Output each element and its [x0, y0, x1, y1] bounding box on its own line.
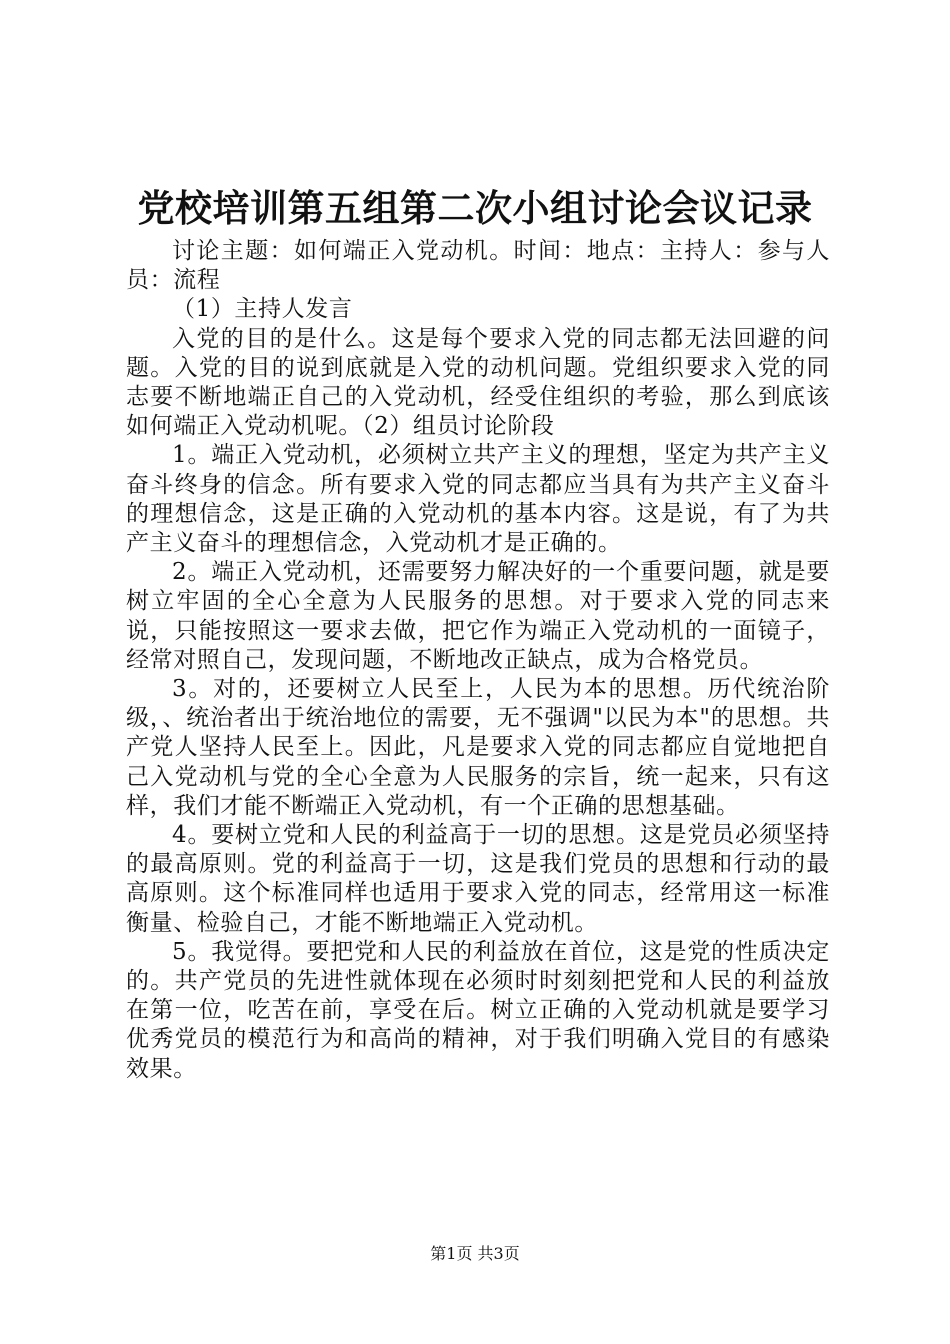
- paragraph-point-2: 2。端正入党动机，还需要努力解决好的一个重要问题，就是要树立牢固的全心全意为人民服务的思想。对于要求入党的同志来说，只能按照这一要求去做，把它作为端正入党动机的一面镜子，经常对照自己，发现问题，不断地改正缺点，成为合格党员。: [126, 559, 830, 673]
- paragraph-topic: 讨论主题：如何端正入党动机。时间：地点：主持人：参与人员：流程: [126, 238, 830, 294]
- paragraph-host-speech: 入党的目的是什么。这是每个要求入党的同志都无法回避的问题。入党的目的说到底就是入党的动机问题。党组织要求入党的同志要不断地端正自己的入党动机，经受住组织的考验，那么到底该如何端正入党动机呢。（2）组员讨论阶段: [126, 325, 830, 440]
- paragraph-host-heading: （1）主持人发言: [172, 296, 353, 323]
- paragraph-point-3: 3。对的，还要树立人民至上，人民为本的思想。历代统治阶级，、统治者出于统治地位的需要，无不强调"以民为本"的思想。共产党人坚持人民至上。因此，凡是要求入党的同志都应自觉地把自己入党动机与党的全心全意为人民服务的宗旨，统一起来，只有这样，我们才能不断端正入党动机，有一个正确的思想基础。: [126, 676, 830, 819]
- document-title: 党校培训第五组第二次小组讨论会议记录: [137, 186, 813, 230]
- page-number-footer: 第1页 共3页: [430, 1244, 520, 1263]
- document-body: [126, 237, 830, 1084]
- paragraph-point-4: 4。要树立党和人民的利益高于一切的思想。这是党员必须坚持的最高原则。党的利益高于一切，这是我们党员的思想和行动的最高原则。这个标准同样也适用于要求入党的同志，经常用这一标准衡量、检验自己，才能不断地端正入党动机。: [126, 822, 830, 936]
- paragraph-point-1: 1。端正入党动机，必须树立共产主义的理想，坚定为共产主义奋斗终身的信念。所有要求入党的同志都应当具有为共产主义奋斗的理想信念，这是正确的入党动机的基本内容。这是说，有了为共产主义奋斗的理想信念，入党动机才是正确的。: [126, 442, 830, 557]
- paragraph-point-5: 5。我觉得。要把党和人民的利益放在首位，这是党的性质决定的。共产党员的先进性就体现在必须时时刻刻把党和人民的利益放在第一位，吃苦在前，享受在后。树立正确的入党动机就是要学习优秀党员的模范行为和高尚的精神，对于我们明确入党目的有感染效果。: [126, 938, 830, 1082]
